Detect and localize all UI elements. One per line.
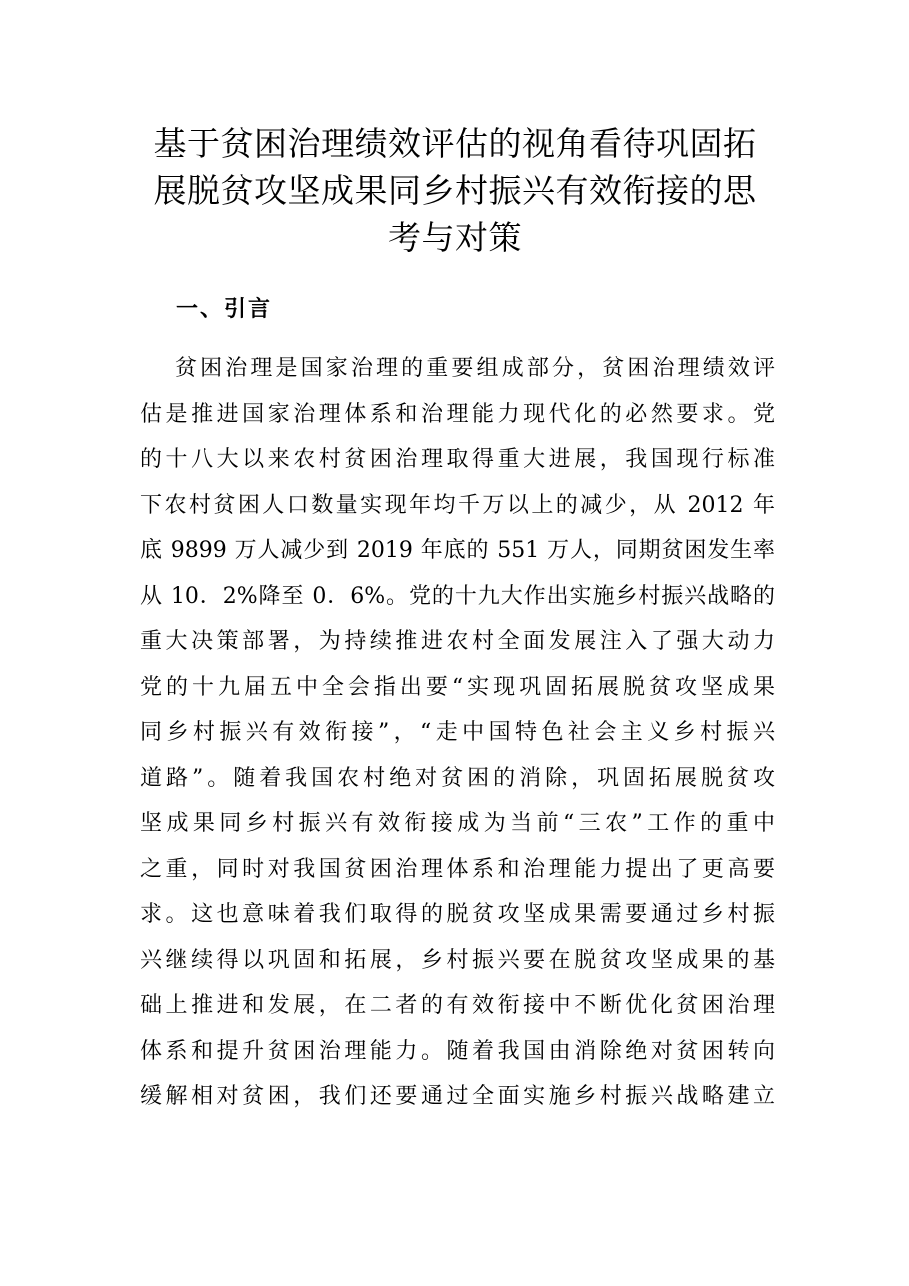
title-line: 考与对策 — [388, 218, 522, 257]
paragraph-line: 重大决策部署，为持续推进农村全面发展注入了强大动力 — [140, 629, 775, 654]
paragraph-line: 党的十九届五中全会指出要“实现巩固拓展脱贫攻坚成果 — [140, 674, 775, 700]
paragraph-line: 的十八大以来农村贫困治理取得重大进展，我国现行标准 — [140, 447, 775, 472]
paragraph-line: 兴继续得以巩固和拓展，乡村振兴要在脱贫攻坚成果的基 — [140, 947, 775, 973]
paragraph-line: 道路”。随着我国农村绝对贫困的消除，巩固拓展脱贫攻 — [140, 765, 775, 791]
paragraph-line: 同乡村振兴有效衔接”，“走中国特色社会主义乡村振兴 — [140, 720, 775, 745]
title-line: 基于贫困治理绩效评估的视角看待巩固拓 — [153, 124, 757, 163]
body-paragraph — [140, 350, 775, 1124]
paragraph-line: 体系和提升贫困治理能力。随着我国由消除绝对贫困转向 — [140, 1038, 775, 1064]
paragraph-line: 从 10．2%降至 0．6%。党的十九大作出实施乡村振兴战略的 — [140, 583, 775, 609]
paragraph-line: 贫困治理是国家治理的重要组成部分，贫困治理绩效评 — [175, 356, 775, 381]
paragraph-line: 础上推进和发展，在二者的有效衔接中不断优化贫困治理 — [140, 993, 775, 1018]
paragraph-line: 之重，同时对我国贫困治理体系和治理能力提出了更高要 — [140, 856, 775, 882]
section-heading: 一、引言 — [176, 297, 273, 322]
paragraph-line: 坚成果同乡村振兴有效衔接成为当前“三农”工作的重中 — [140, 811, 775, 836]
document-title — [140, 120, 770, 261]
paragraph-line: 缓解相对贫困，我们还要通过全面实施乡村振兴战略建立 — [140, 1084, 775, 1109]
paragraph-line: 底 9899 万人减少到 2019 年底的 551 万人，同期贫困发生率 — [140, 538, 775, 563]
title-line: 展脱贫攻坚成果同乡村振兴有效衔接的思 — [153, 171, 757, 210]
paragraph-line: 估是推进国家治理体系和治理能力现代化的必然要求。党 — [140, 401, 775, 427]
paragraph-line: 下农村贫困人口数量实现年均千万以上的减少，从 2012 年 — [140, 492, 775, 518]
paragraph-line: 求。这也意味着我们取得的脱贫攻坚成果需要通过乡村振 — [140, 902, 775, 927]
